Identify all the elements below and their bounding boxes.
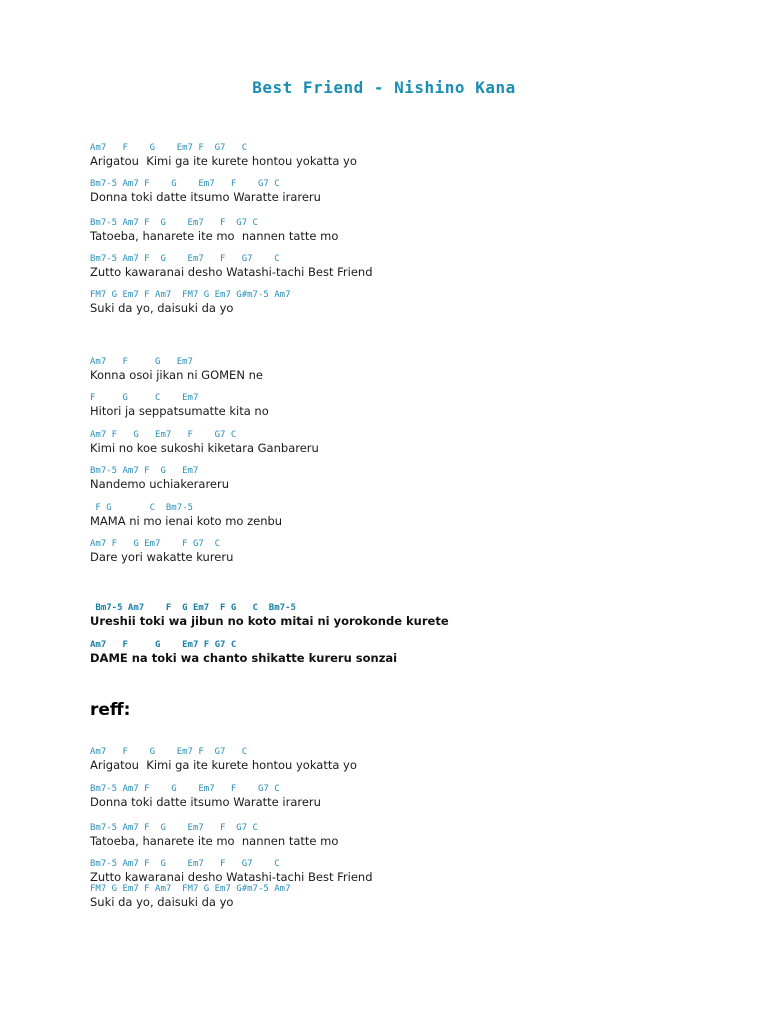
lyric-line: Dare yori wakatte kureru	[90, 550, 234, 564]
verse-line	[90, 539, 233, 564]
lyric-line: Tatoeba, hanarete ite mo nannen tatte mo	[90, 229, 339, 243]
lyric-line: Ureshii toki wa jibun no koto mitai ni yorokonde kurete	[90, 614, 449, 628]
lyric-line: Kimi no koe sukoshi kiketara Ganbareru	[90, 441, 319, 455]
chord-line: Bm7-5 Am7 F G Em7 F G C Bm7-5	[90, 603, 296, 613]
reff-label: reff:	[90, 700, 131, 720]
chorus-line	[90, 747, 357, 772]
bridge-line	[90, 640, 397, 665]
lyric-line: Zutto kawaranai desho Watashi-tachi Best Friend	[90, 265, 373, 279]
chord-line: F G C Bm7-5	[90, 503, 193, 513]
bridge-line	[90, 603, 449, 628]
verse-line	[90, 254, 373, 279]
chord-line: Bm7-5 Am7 F G Em7 F G7 C	[90, 218, 258, 228]
chord-line: Bm7-5 Am7 F G Em7 F G7 C	[90, 784, 280, 794]
chord-line: Bm7-5 Am7 F G Em7 F G7 C	[90, 859, 280, 869]
lyric-line: Arigatou Kimi ga ite kurete hontou yokatta yo	[90, 154, 357, 168]
chord-line: FM7 G Em7 F Am7 FM7 G Em7 G#m7-5 Am7	[90, 290, 291, 300]
lyric-line: Tatoeba, hanarete ite mo nannen tatte mo	[90, 834, 339, 848]
verse-line	[90, 503, 282, 528]
chorus-line	[90, 859, 373, 884]
verse-line	[90, 393, 269, 418]
chord-line: Bm7-5 Am7 F G Em7	[90, 466, 199, 476]
lyric-line: DAME na toki wa chanto shikatte kureru sonzai	[90, 651, 398, 665]
verse-line	[90, 143, 357, 168]
chord-line: F G C Em7	[90, 393, 199, 403]
chord-line: Am7 F G Em7 F G7 C	[90, 539, 221, 549]
lyric-line: Donna toki datte itsumo Waratte irareru	[90, 190, 321, 204]
chorus-line	[90, 784, 321, 809]
lyric-line: Konna osoi jikan ni GOMEN ne	[90, 368, 263, 382]
lyric-line: Arigatou Kimi ga ite kurete hontou yokatta yo	[90, 758, 357, 772]
verse-line	[90, 357, 263, 382]
lyric-line: Donna toki datte itsumo Waratte irareru	[90, 795, 321, 809]
verse-line	[90, 430, 319, 455]
chord-line: Am7 F G Em7	[90, 357, 193, 367]
chorus-line	[90, 823, 338, 848]
verse-line	[90, 179, 321, 204]
lyric-line: Nandemo uchiakerareru	[90, 477, 230, 491]
chorus-line	[90, 884, 290, 909]
verse-line	[90, 290, 290, 315]
verse-line	[90, 218, 338, 243]
chord-line: Bm7-5 Am7 F G Em7 F G7 C	[90, 823, 258, 833]
lyric-line: MAMA ni mo ienai koto mo zenbu	[90, 514, 283, 528]
chord-line: Am7 F G Em7 F G7 C	[90, 640, 237, 650]
chord-line: Bm7-5 Am7 F G Em7 F G7 C	[90, 179, 280, 189]
chord-line: Am7 F G Em7 F G7 C	[90, 430, 237, 440]
lyric-line: Suki da yo, daisuki da yo	[90, 895, 234, 909]
song-title: Best Friend - Nishino Kana	[252, 78, 516, 97]
lyric-line: Suki da yo, daisuki da yo	[90, 301, 234, 315]
chord-line: Bm7-5 Am7 F G Em7 F G7 C	[90, 254, 280, 264]
chord-line: Am7 F G Em7 F G7 C	[90, 747, 248, 757]
lyric-line: Zutto kawaranai desho Watashi-tachi Best Friend	[90, 870, 373, 884]
lyric-line: Hitori ja seppatsumatte kita no	[90, 404, 269, 418]
verse-line	[90, 466, 229, 491]
chord-line: FM7 G Em7 F Am7 FM7 G Em7 G#m7-5 Am7	[90, 884, 291, 894]
chord-line: Am7 F G Em7 F G7 C	[90, 143, 248, 153]
